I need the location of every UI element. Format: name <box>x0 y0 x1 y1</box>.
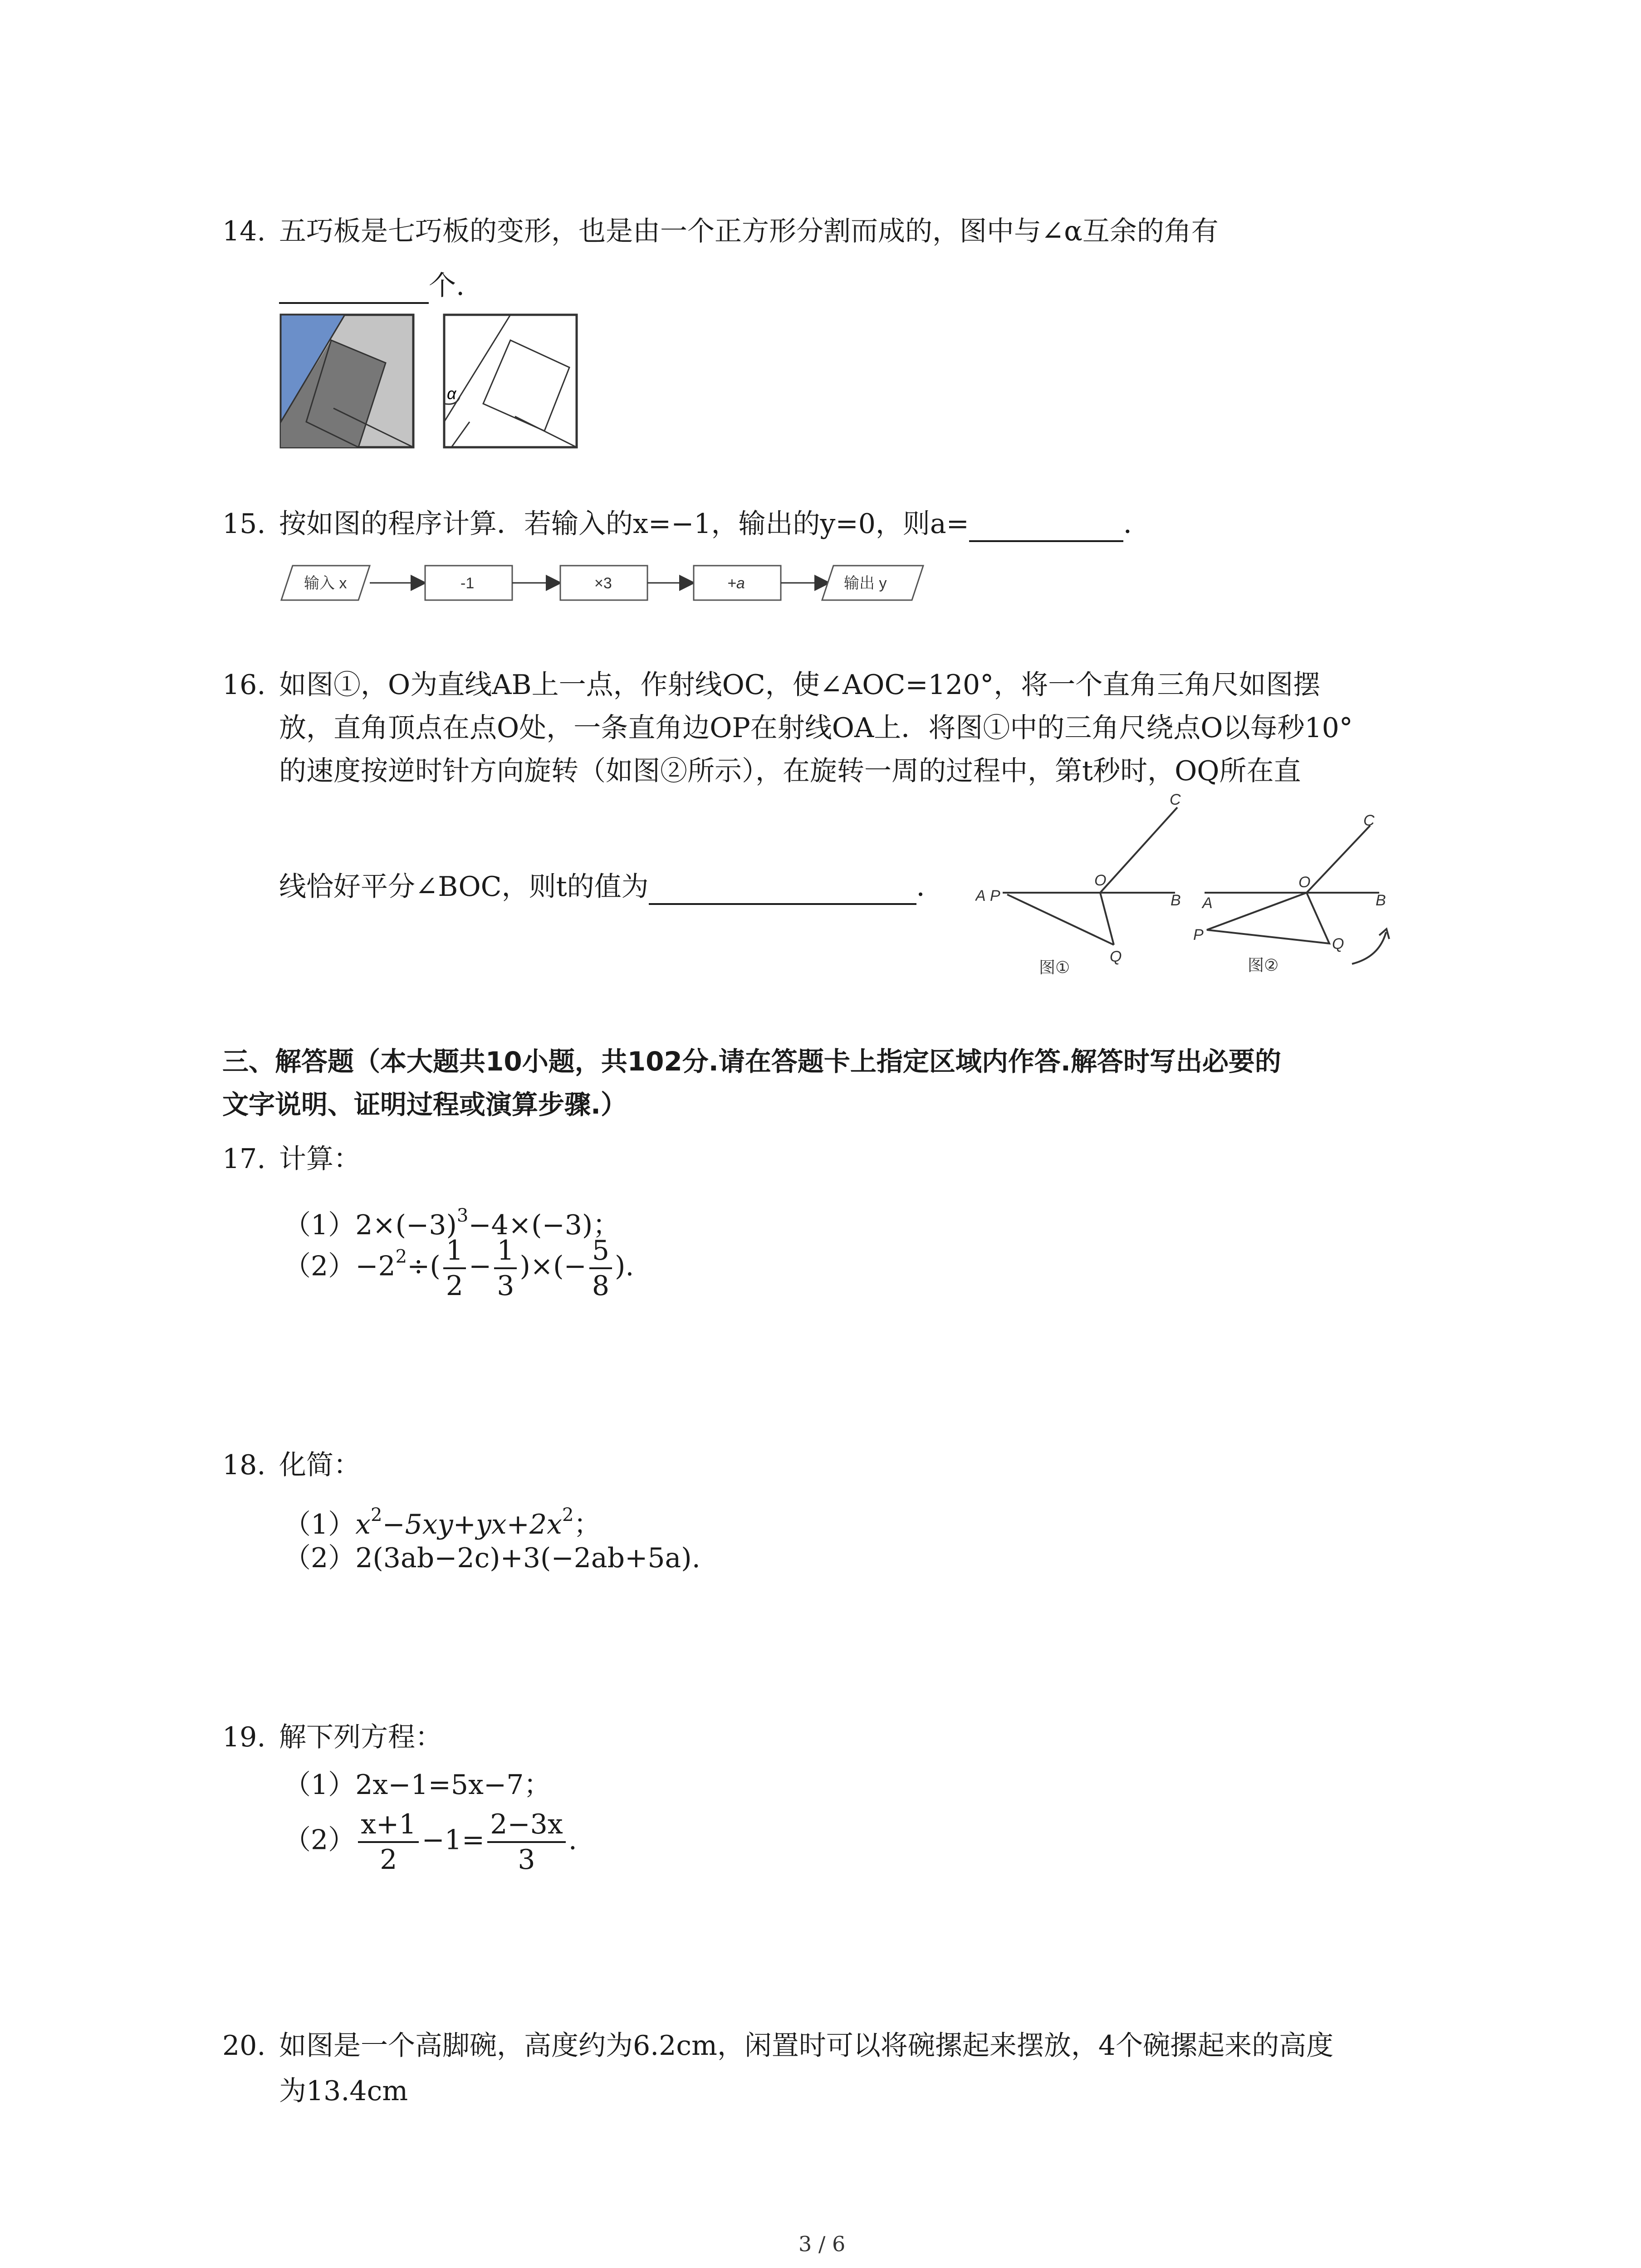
q17-part1-b: −4×(−3)； <box>468 1209 620 1241</box>
q19-part2-label: （2） <box>284 1824 356 1856</box>
q20-number: 20. <box>222 2030 266 2062</box>
fig2-label-Q: Q <box>1332 935 1344 953</box>
q15-number: 15. <box>222 508 266 540</box>
q14-after-blank: 个. <box>429 270 465 302</box>
flow-step-3-label: +a <box>727 575 745 592</box>
q19-part1 <box>284 1767 551 1803</box>
q17-part2 <box>284 1234 634 1303</box>
fig1-label-Q: Q <box>1110 948 1122 965</box>
q17-minus: − <box>468 1250 492 1282</box>
q18-part1-a: x <box>355 1509 371 1540</box>
q19-end: . <box>568 1824 577 1856</box>
q14-answer-line <box>279 268 465 304</box>
q18-part1-end: ； <box>573 1509 601 1540</box>
q18-part2 <box>284 1540 700 1576</box>
q15-text-b: ． <box>1123 508 1151 540</box>
flow-input-label: 输入 x <box>304 575 347 592</box>
section3-heading-line1: 三、解答题（本大题共10小题，共102分.请在答题卡上指定区域内作答.解答时写出必要的 <box>222 1046 1281 1077</box>
fig1-caption: 图① <box>1039 958 1070 977</box>
flow-step-2-label: ×3 <box>594 575 612 592</box>
q17-frac-1: $\frac{1}{2}$ <box>443 1234 466 1303</box>
q17-frac-3: $\frac{5}{8}$ <box>589 1234 612 1303</box>
q17-part2-c: )×(− <box>519 1250 587 1282</box>
q16-line-4 <box>279 869 944 905</box>
section3-heading-line2: 文字说明、证明过程或演算步骤.） <box>222 1089 627 1120</box>
q18-number: 18. <box>222 1449 266 1481</box>
q17-number: 17. <box>222 1143 266 1175</box>
program-flowchart <box>279 560 941 606</box>
q17-part2-b: ÷( <box>407 1250 441 1282</box>
q16-line-3: 的速度按逆时针方向旋转（如图②所示），在旋转一周的过程中，第t秒时，OQ所在直 <box>279 755 1301 787</box>
q17-part1-a: 2×(−3) <box>355 1209 457 1241</box>
figure-1 <box>975 789 1202 980</box>
q18-title: 化简： <box>279 1449 361 1481</box>
q16-line-1: 如图①，O为直线AB上一点，作射线OC，使∠AOC=120°，将一个直角三角尺如图摆 <box>279 669 1321 701</box>
q18-part2-label: （2） <box>284 1542 356 1574</box>
q19-part1-eq: 2x−1=5x−7； <box>355 1769 551 1801</box>
fig2-label-A: A <box>1202 894 1213 912</box>
q18-part1 <box>284 1497 601 1543</box>
q18-part1-exp1: 2 <box>371 1505 382 1525</box>
fig2-label-P: P <box>1193 926 1204 943</box>
q18-part2-expr: 2(3ab−2c)+3(−2ab+5a). <box>355 1542 700 1574</box>
q15-text-a: 按如图的程序计算．若输入的x=−1，输出的y=0，则a= <box>279 508 969 540</box>
q20-line-1: 如图是一个高脚碗，高度约为6.2cm，闲置时可以将碗摞起来摆放，4个碗摞起来的高度 <box>279 2030 1334 2062</box>
q16-line-4b: ． <box>916 871 944 903</box>
fig1-label-C: C <box>1170 791 1181 808</box>
fig2-label-C: C <box>1363 812 1375 829</box>
q18-part1-b: −5xy+yx+2x <box>382 1509 562 1540</box>
q17-part1-label: （1） <box>284 1209 356 1241</box>
pentomino-colored-figure <box>279 313 415 449</box>
q19-part1-label: （1） <box>284 1769 356 1801</box>
q16-line-2: 放，直角顶点在点O处，一条直角边OP在射线OA上．将图①中的三角尺绕点O以每秒10° <box>279 712 1353 744</box>
q18-part1-exp2: 2 <box>562 1505 574 1525</box>
q19-part2 <box>284 1808 577 1877</box>
q17-part2-end: ). <box>615 1250 634 1282</box>
q17-title: 计算： <box>279 1143 361 1175</box>
q14-number: 14. <box>222 215 266 247</box>
fig2-caption: 图② <box>1248 956 1279 974</box>
q17-part1-exp: 3 <box>456 1205 469 1226</box>
fig1-label-P: P <box>990 887 1000 904</box>
flow-output-label: 输出 y <box>844 575 887 592</box>
q15-text <box>279 506 1151 542</box>
alpha-label: α <box>447 384 456 403</box>
q19-mid: −1= <box>421 1824 485 1856</box>
figure-2 <box>1180 812 1416 980</box>
q16-blank[interactable] <box>649 875 916 905</box>
q16-number: 16. <box>222 669 266 701</box>
q18-part1-label: （1） <box>284 1509 356 1540</box>
q14-blank[interactable] <box>279 274 429 304</box>
q20-line-2: 为13.4cm <box>279 2075 408 2107</box>
fig1-label-O: O <box>1094 872 1107 889</box>
q17-frac-2: $\frac{1}{3}$ <box>494 1234 517 1303</box>
fig1-label-B: B <box>1171 892 1181 909</box>
q15-blank[interactable] <box>969 512 1123 542</box>
fig2-label-O: O <box>1298 874 1311 891</box>
q19-frac-2: $\frac{2-3x}{3}$ <box>487 1808 565 1877</box>
q16-line-4a: 线恰好平分∠BOC，则t的值为 <box>279 871 649 903</box>
q19-number: 19. <box>222 1721 266 1753</box>
q19-title: 解下列方程： <box>279 1721 442 1753</box>
page-number: 3 / 6 <box>798 2232 846 2256</box>
pentomino-angle-figure <box>442 313 578 449</box>
q17-part2-exp: 2 <box>395 1246 407 1267</box>
q17-part2-label: （2） <box>284 1250 356 1282</box>
fig1-label-A: A <box>975 887 986 904</box>
q14-text: 五巧板是七巧板的变形，也是由一个正方形分割而成的，图中与∠α互余的角有 <box>279 215 1219 247</box>
q17-part2-a: −2 <box>355 1250 396 1282</box>
flow-step-1-label: -1 <box>460 575 475 592</box>
q19-frac-1: $\frac{x+1}{2}$ <box>358 1808 419 1877</box>
fig2-label-B: B <box>1376 892 1386 909</box>
